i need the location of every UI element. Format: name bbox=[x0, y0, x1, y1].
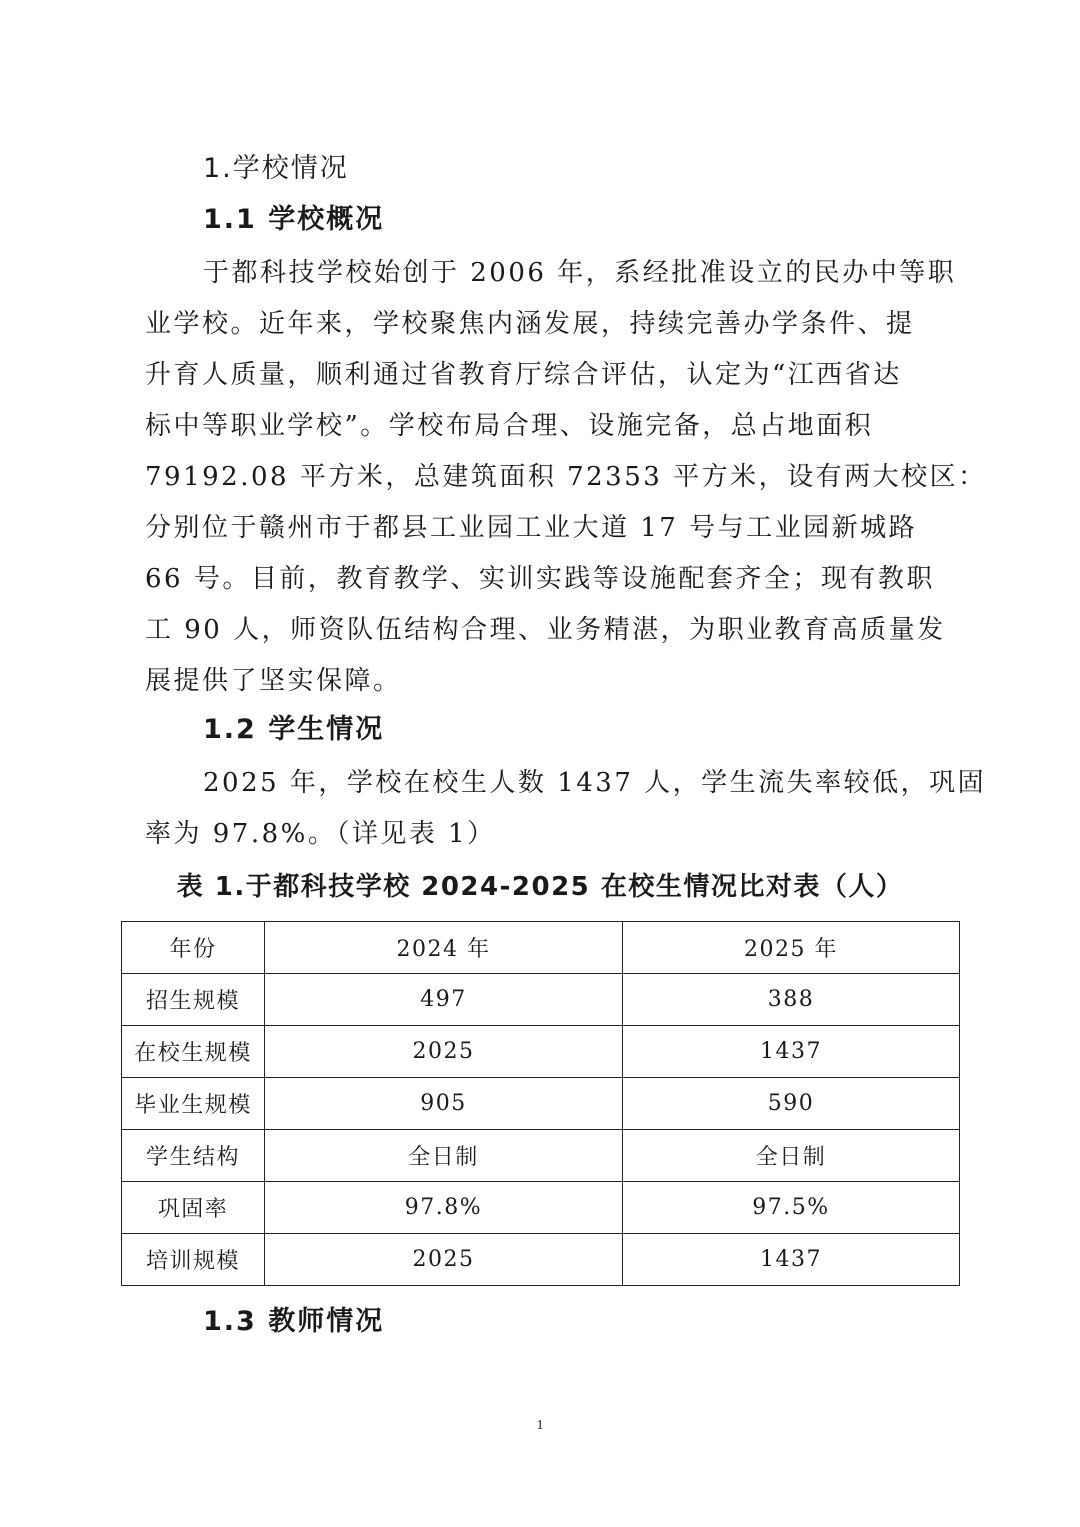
table-cell: 97.5% bbox=[623, 1182, 960, 1234]
paragraph-line: 分别位于赣州市于都县工业园工业大道 17 号与工业园新城路 bbox=[145, 513, 918, 543]
table-cell: 497 bbox=[265, 974, 623, 1026]
paragraph-line: 66 号。目前，教育教学、实训实践等设施配套齐全；现有教职 bbox=[145, 564, 935, 594]
table-cell: 1437 bbox=[623, 1026, 960, 1078]
table-header-cell: 2025 年 bbox=[623, 922, 960, 974]
paragraph-line: 展提供了坚实保障。 bbox=[145, 666, 402, 696]
table-cell: 培训规模 bbox=[122, 1234, 265, 1286]
table-cell: 905 bbox=[265, 1078, 623, 1130]
table-header-row bbox=[122, 922, 960, 974]
paragraph-line: 率为 97.8%。（详见表 1） bbox=[145, 819, 496, 849]
table-row bbox=[122, 1078, 960, 1130]
paragraph-line: 标中等职业学校”。学校布局合理、设施完备，总占地面积 bbox=[145, 411, 874, 441]
table-cell: 在校生规模 bbox=[122, 1026, 265, 1078]
student-comparison-table bbox=[121, 921, 960, 1286]
page-number: 1 bbox=[536, 1418, 544, 1433]
table-cell: 全日制 bbox=[265, 1130, 623, 1182]
table-cell: 毕业生规模 bbox=[122, 1078, 265, 1130]
paragraph-line: 业学校。近年来，学校聚焦内涵发展，持续完善办学条件、提 bbox=[145, 309, 915, 339]
section-heading-1-3: 1.3 教师情况 bbox=[203, 1306, 385, 1337]
table-cell: 388 bbox=[623, 974, 960, 1026]
paragraph-line: 于都科技学校始创于 2006 年，系经批准设立的民办中等职 bbox=[203, 258, 957, 288]
table-cell: 招生规模 bbox=[122, 974, 265, 1026]
paragraph-line: 2025 年，学校在校生人数 1437 人，学生流失率较低，巩固 bbox=[203, 768, 987, 798]
section-heading-1-2: 1.2 学生情况 bbox=[203, 714, 385, 745]
paragraph-line: 工 90 人，师资队伍结构合理、业务精湛，为职业教育高质量发 bbox=[145, 615, 946, 645]
school-overview-paragraph bbox=[145, 248, 987, 707]
table-cell: 2025 bbox=[265, 1026, 623, 1078]
table-row bbox=[122, 974, 960, 1026]
paragraph-line: 79192.08 平方米，总建筑面积 72353 平方米，设有两大校区： bbox=[145, 462, 987, 492]
table-cell: 巩固率 bbox=[122, 1182, 265, 1234]
table-row bbox=[122, 1234, 960, 1286]
student-situation-paragraph bbox=[145, 758, 987, 860]
table-row bbox=[122, 1026, 960, 1078]
table-cell: 2025 bbox=[265, 1234, 623, 1286]
table-header-cell: 年份 bbox=[122, 922, 265, 974]
table-cell: 590 bbox=[623, 1078, 960, 1130]
table-cell: 全日制 bbox=[623, 1130, 960, 1182]
table-caption: 表 1.于都科技学校 2024-2025 在校生情况比对表（人） bbox=[176, 872, 904, 902]
paragraph-line: 升育人质量，顺利通过省教育厅综合评估，认定为“江西省达 bbox=[145, 360, 902, 390]
table-row bbox=[122, 1182, 960, 1234]
table-cell: 97.8% bbox=[265, 1182, 623, 1234]
table-row bbox=[122, 1130, 960, 1182]
table-header-cell: 2024 年 bbox=[265, 922, 623, 974]
table-cell: 1437 bbox=[623, 1234, 960, 1286]
section-heading-1-1: 1.1 学校概况 bbox=[203, 204, 385, 235]
table-cell: 学生结构 bbox=[122, 1130, 265, 1182]
section-heading-1: 1.学校情况 bbox=[203, 153, 349, 184]
